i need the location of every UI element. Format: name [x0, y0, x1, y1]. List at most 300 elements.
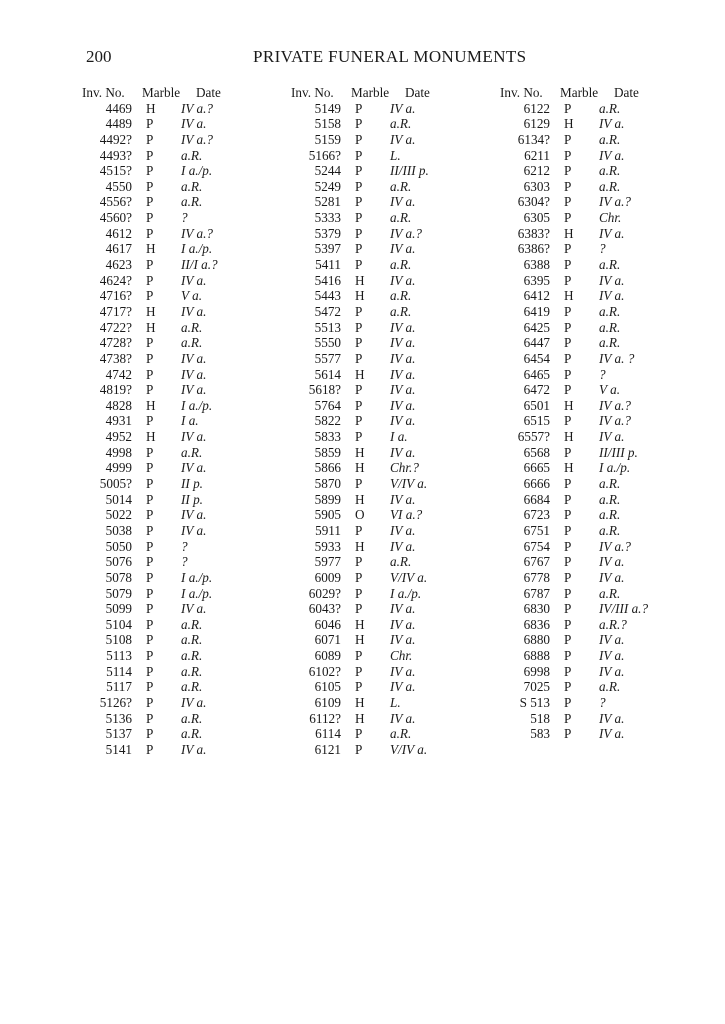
marble-type: P	[355, 522, 363, 538]
marble-type: P	[564, 272, 572, 288]
marble-type: P	[564, 522, 572, 538]
table-row	[498, 711, 698, 727]
table-row	[289, 163, 489, 179]
inv-number: 6836	[523, 616, 550, 632]
table-row	[289, 492, 489, 508]
column-header	[80, 85, 280, 101]
table-row	[80, 226, 280, 242]
table-row	[80, 617, 280, 633]
date-value: ?	[181, 554, 188, 570]
inv-number: 4828	[105, 397, 132, 413]
table-row	[80, 288, 280, 304]
date-value: V/IV a.	[390, 741, 428, 757]
date-value: a.R.	[181, 663, 203, 679]
inv-number: 6109	[314, 694, 341, 710]
inv-number: 5076	[105, 554, 132, 570]
marble-type: P	[564, 694, 572, 710]
date-value: ?	[181, 538, 188, 554]
table-row	[289, 476, 489, 492]
inv-number: 5126?	[99, 694, 132, 710]
inv-number: 5141	[105, 741, 132, 757]
marble-type: P	[564, 178, 572, 194]
inv-number: 4952	[105, 429, 132, 445]
marble-type: P	[564, 163, 572, 179]
date-value: IV a.?	[599, 538, 631, 554]
inv-number: 5866	[314, 460, 341, 476]
inv-number: 5108	[105, 632, 132, 648]
inv-number: 5158	[314, 116, 341, 132]
inv-number: 6105	[314, 679, 341, 695]
marble-type: H	[355, 694, 365, 710]
marble-type: P	[146, 507, 154, 523]
marble-type: P	[146, 225, 154, 241]
inv-number: 5397	[314, 241, 341, 257]
table-row	[289, 351, 489, 367]
table-row	[289, 335, 489, 351]
marble-type: P	[355, 554, 363, 570]
inv-number: 5099	[105, 601, 132, 617]
table-row	[289, 226, 489, 242]
date-value: V a.	[599, 382, 621, 398]
date-value: I a./p.	[181, 585, 213, 601]
table-row	[289, 288, 489, 304]
date-value: a.R.	[390, 288, 412, 304]
marble-type: P	[564, 585, 572, 601]
inv-number: 6102?	[308, 663, 341, 679]
date-value: IV a.?	[390, 225, 422, 241]
date-value: I a./p.	[181, 569, 213, 585]
date-header: Date	[614, 85, 639, 100]
inv-number: 5137	[105, 726, 132, 742]
inv-number: 5244	[314, 163, 341, 179]
inv-number: 6043?	[308, 601, 341, 617]
date-value: a.R.	[599, 585, 621, 601]
date-value: Chr.?	[390, 460, 419, 476]
inv-number: 5149	[314, 100, 341, 116]
table-row	[498, 288, 698, 304]
inv-number: 6568	[523, 444, 550, 460]
date-value: a.R.	[599, 131, 621, 147]
table-row	[80, 132, 280, 148]
marble-type: H	[355, 460, 365, 476]
inv-number: 6754	[523, 538, 550, 554]
date-value: IV a.?	[599, 194, 631, 210]
table-row	[498, 726, 698, 742]
table-row	[289, 539, 489, 555]
table-row	[498, 539, 698, 555]
date-value: a.R.	[599, 491, 621, 507]
date-value: a.R.	[599, 679, 621, 695]
inv-number: 6465	[523, 366, 550, 382]
table-row	[80, 351, 280, 367]
column-header	[289, 85, 489, 101]
table-row	[289, 664, 489, 680]
table-row	[498, 492, 698, 508]
date-value: IV a.	[390, 522, 416, 538]
date-value: a.R.	[599, 507, 621, 523]
marble-type: P	[146, 632, 154, 648]
marble-type: P	[355, 319, 363, 335]
table-row	[498, 554, 698, 570]
date-value: IV a.	[599, 288, 625, 304]
marble-type: P	[564, 648, 572, 664]
inv-number: 5166?	[308, 147, 341, 163]
inv-number: 5899	[314, 491, 341, 507]
table-row	[498, 679, 698, 695]
date-value: IV a.	[390, 397, 416, 413]
date-value: IV a.	[390, 272, 416, 288]
inv-number: 6723	[523, 507, 550, 523]
date-value: IV a.	[599, 225, 625, 241]
date-value: a.R.	[181, 335, 203, 351]
table-row	[498, 116, 698, 132]
date-value: II/III p.	[599, 444, 638, 460]
table-row	[498, 617, 698, 633]
date-value: IV a.	[390, 319, 416, 335]
date-value: IV a.	[599, 726, 625, 742]
inv-number: S 513	[519, 694, 550, 710]
date-value: IV a.	[390, 491, 416, 507]
inv-number: 6419	[523, 303, 550, 319]
marble-type: H	[564, 116, 574, 132]
marble-type: P	[564, 303, 572, 319]
table-row	[289, 148, 489, 164]
marble-type: P	[564, 710, 572, 726]
date-value: a.R.	[390, 257, 412, 273]
inv-number: 6122	[523, 100, 550, 116]
marble-type: P	[355, 382, 363, 398]
marble-type: P	[355, 679, 363, 695]
marble-type: P	[146, 460, 154, 476]
marble-type: P	[564, 569, 572, 585]
marble-type: P	[564, 554, 572, 570]
date-value: IV a.	[181, 382, 207, 398]
inv-number: 5911	[315, 522, 341, 538]
date-header: Date	[196, 85, 221, 100]
table-row	[80, 257, 280, 273]
marble-type: P	[355, 225, 363, 241]
table-row	[289, 101, 489, 117]
inv-number: 5764	[314, 397, 341, 413]
inv-number: 5136	[105, 710, 132, 726]
inv-number: 6472	[523, 382, 550, 398]
marble-type: H	[355, 632, 365, 648]
date-value: IV a.	[390, 131, 416, 147]
date-value: VI a.?	[390, 507, 423, 523]
inv-number: 5614	[314, 366, 341, 382]
date-value: a.R.	[390, 303, 412, 319]
date-value: IV a.	[390, 100, 416, 116]
table-row	[498, 601, 698, 617]
marble-type: P	[355, 413, 363, 429]
inv-number: 5379	[314, 225, 341, 241]
date-value: IV a.	[390, 382, 416, 398]
marble-type: P	[355, 350, 363, 366]
inv-number: 6447	[523, 335, 550, 351]
inv-number: 4999	[105, 460, 132, 476]
marble-type: P	[146, 710, 154, 726]
date-value: IV a.	[599, 116, 625, 132]
table-row	[498, 226, 698, 242]
inv-number: 5005?	[99, 476, 132, 492]
marble-type: P	[146, 663, 154, 679]
table-row	[80, 429, 280, 445]
marble-type: P	[146, 366, 154, 382]
inv-number: 6665	[523, 460, 550, 476]
inv-number: 4623	[105, 257, 132, 273]
table-row	[289, 570, 489, 586]
table-row	[498, 382, 698, 398]
marble-type: P	[146, 522, 154, 538]
marble-type: P	[355, 257, 363, 273]
marble-type: H	[355, 710, 365, 726]
table-row	[80, 194, 280, 210]
inv-number: 6046	[314, 616, 341, 632]
inv-number: 5870	[314, 476, 341, 492]
date-value: IV a.	[599, 569, 625, 585]
marble-type: O	[355, 507, 365, 523]
date-value: L.	[390, 694, 401, 710]
inventory-column-3	[498, 85, 698, 742]
date-value: IV a.	[599, 429, 625, 445]
inv-number: 6129	[523, 116, 550, 132]
date-value: IV a.	[390, 350, 416, 366]
date-value: IV a.?	[181, 225, 213, 241]
table-row	[498, 163, 698, 179]
table-row	[498, 648, 698, 664]
table-row	[498, 445, 698, 461]
inv-number: 4612	[105, 225, 132, 241]
inv-number: 6425	[523, 319, 550, 335]
table-row	[289, 711, 489, 727]
date-value: IV a.	[599, 272, 625, 288]
table-row	[289, 679, 489, 695]
marble-type: P	[355, 585, 363, 601]
inv-number: 6121	[314, 741, 341, 757]
table-row	[498, 664, 698, 680]
table-row	[80, 445, 280, 461]
date-value: IV a.	[390, 241, 416, 257]
date-value: a.R.	[181, 726, 203, 742]
inv-number: 6388	[523, 257, 550, 273]
date-value: a.R.	[181, 319, 203, 335]
table-row	[80, 601, 280, 617]
date-value: V/IV a.	[390, 476, 428, 492]
inventory-column-2	[289, 85, 489, 758]
table-row	[80, 539, 280, 555]
table-row	[289, 320, 489, 336]
marble-type: P	[564, 632, 572, 648]
date-value: IV a.	[599, 663, 625, 679]
date-value: IV a.	[181, 429, 207, 445]
table-row	[289, 648, 489, 664]
date-value: IV a.	[599, 632, 625, 648]
table-row	[498, 179, 698, 195]
marble-type: P	[564, 241, 572, 257]
inv-number: 5113	[106, 648, 132, 664]
date-value: II p.	[181, 476, 203, 492]
inv-number: 4493?	[99, 147, 132, 163]
marble-type: P	[355, 178, 363, 194]
table-row	[498, 523, 698, 539]
date-value: a.R.	[390, 554, 412, 570]
marble-type: P	[564, 476, 572, 492]
inv-number: 6778	[523, 569, 550, 585]
marble-type: P	[146, 554, 154, 570]
table-row	[498, 429, 698, 445]
inv-number: 4728?	[99, 335, 132, 351]
date-value: I a./p.	[181, 163, 213, 179]
marble-type: P	[355, 663, 363, 679]
marble-type: P	[564, 194, 572, 210]
inv-number: 5905	[314, 507, 341, 523]
inv-number: 4550	[105, 178, 132, 194]
marble-type: P	[564, 726, 572, 742]
table-row	[498, 586, 698, 602]
date-value: I a./p.	[181, 397, 213, 413]
date-value: IV a.	[390, 679, 416, 695]
marble-type: P	[146, 178, 154, 194]
table-row	[80, 632, 280, 648]
date-value: a.R.	[390, 210, 412, 226]
date-value: a.R.	[181, 178, 203, 194]
marble-type: P	[355, 163, 363, 179]
inv-number: 4742	[105, 366, 132, 382]
date-value: V/IV a.	[390, 569, 428, 585]
table-row	[289, 742, 489, 758]
table-row	[80, 163, 280, 179]
table-row	[498, 351, 698, 367]
date-value: IV a.	[599, 554, 625, 570]
marble-type: H	[146, 303, 156, 319]
inv-number: 5822	[314, 413, 341, 429]
marble-type: P	[146, 194, 154, 210]
date-value: ?	[599, 366, 606, 382]
marble-type: P	[355, 241, 363, 257]
inv-number: 4515?	[99, 163, 132, 179]
marble-type: P	[146, 288, 154, 304]
inv-number: 5416	[314, 272, 341, 288]
marble-type: H	[355, 491, 365, 507]
inv-number: 5443	[314, 288, 341, 304]
marble-type: P	[146, 569, 154, 585]
inv-number: 5333	[314, 210, 341, 226]
date-value: a.R.	[599, 178, 621, 194]
inv-number: 6305	[523, 210, 550, 226]
table-row	[289, 617, 489, 633]
marble-type: P	[564, 100, 572, 116]
table-row	[289, 554, 489, 570]
table-row	[80, 695, 280, 711]
date-value: a.R.	[181, 194, 203, 210]
marble-type: P	[355, 569, 363, 585]
table-row	[498, 194, 698, 210]
marble-type: P	[564, 147, 572, 163]
table-row	[289, 632, 489, 648]
date-value: I a.	[181, 413, 199, 429]
table-row	[80, 507, 280, 523]
date-value: Chr.	[599, 210, 622, 226]
table-row	[289, 210, 489, 226]
table-row	[80, 148, 280, 164]
inv-number: 6114	[315, 726, 341, 742]
date-value: IV a.	[181, 522, 207, 538]
inv-number: 6029?	[308, 585, 341, 601]
marble-type: P	[146, 476, 154, 492]
marble-type: P	[564, 601, 572, 617]
marble-type: P	[146, 585, 154, 601]
marble-type: P	[355, 116, 363, 132]
date-value: a.R.?	[599, 616, 627, 632]
date-value: I a.	[390, 429, 408, 445]
running-title: PRIVATE FUNERAL MONUMENTS	[253, 47, 527, 66]
marble-type: P	[355, 476, 363, 492]
marble-type: P	[355, 648, 363, 664]
inv-number: 6134?	[517, 131, 550, 147]
table-row	[80, 413, 280, 429]
date-value: IV a.	[390, 413, 416, 429]
table-row	[80, 116, 280, 132]
marble-type: P	[146, 350, 154, 366]
date-value: IV a.	[599, 710, 625, 726]
date-value: IV a.	[181, 272, 207, 288]
inv-number: 5472	[314, 303, 341, 319]
inv-number: 583	[530, 726, 550, 742]
inv-number: 6888	[523, 648, 550, 664]
marble-type: P	[564, 335, 572, 351]
table-row	[498, 632, 698, 648]
table-row	[80, 742, 280, 758]
date-value: a.R.	[390, 726, 412, 742]
table-row	[80, 210, 280, 226]
table-row	[289, 241, 489, 257]
table-row	[80, 367, 280, 383]
table-row	[289, 116, 489, 132]
marble-type: H	[564, 397, 574, 413]
table-row	[498, 335, 698, 351]
table-row	[289, 398, 489, 414]
marble-type: P	[146, 726, 154, 742]
inv-number: 5022	[105, 507, 132, 523]
date-value: V a.	[181, 288, 203, 304]
marble-type: P	[564, 210, 572, 226]
inv-number: 5114	[106, 663, 132, 679]
marble-type: H	[146, 429, 156, 445]
marble-type: H	[355, 366, 365, 382]
table-row	[80, 382, 280, 398]
date-value: I a./p.	[390, 585, 422, 601]
marble-type: H	[355, 288, 365, 304]
table-row	[80, 570, 280, 586]
inv-number: 5977	[314, 554, 341, 570]
marble-type: P	[146, 147, 154, 163]
table-row	[80, 241, 280, 257]
date-value: I a./p.	[181, 241, 213, 257]
inv-number: 6515	[523, 413, 550, 429]
marble-type: P	[564, 679, 572, 695]
date-value: IV a.	[390, 444, 416, 460]
marble-type: P	[146, 601, 154, 617]
inv-number: 6304?	[517, 194, 550, 210]
inv-number: 6071	[314, 632, 341, 648]
table-row	[80, 320, 280, 336]
date-value: L.	[390, 147, 401, 163]
table-row	[498, 273, 698, 289]
date-value: IV a.	[599, 648, 625, 664]
inv-number: 5104	[105, 616, 132, 632]
table-row	[498, 101, 698, 117]
column-header	[498, 85, 698, 101]
